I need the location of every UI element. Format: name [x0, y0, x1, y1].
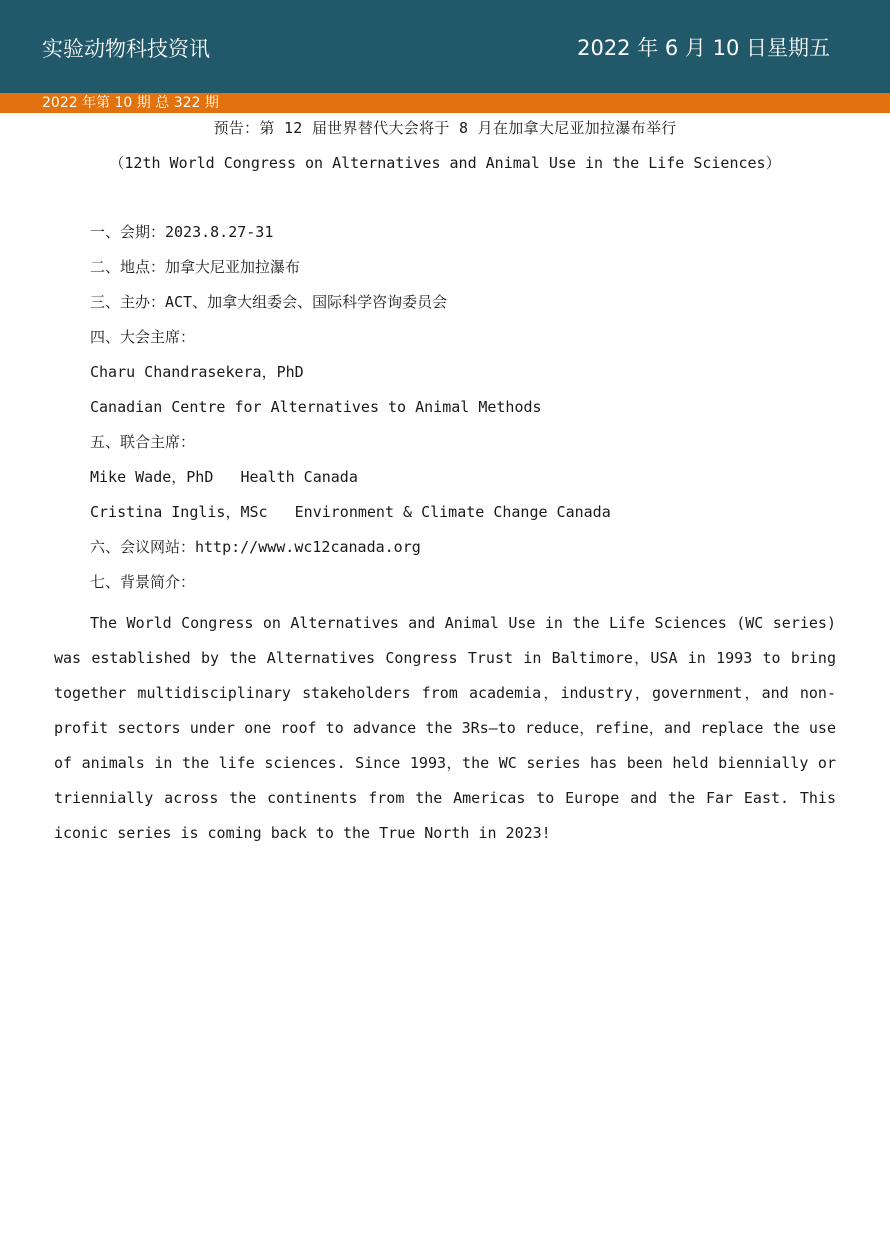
chair-affiliation: Canadian Centre for Alternatives to Animal Methods [90, 398, 542, 416]
meeting-dates: 一、会期：2023.8.27-31 [90, 223, 274, 241]
chair-heading: 四、大会主席： [90, 328, 196, 346]
meeting-organizers: 三、主办：ACT、加拿大组委会、国际科学咨询委员会 [90, 293, 448, 311]
issue-number: 2022 年第 10 期 总 322 期 [42, 95, 219, 111]
co-chair-heading: 五、联合主席： [90, 433, 196, 451]
chair-name: Charu Chandrasekera，PhD [90, 363, 304, 381]
background-paragraph: The World Congress on Alternatives and Animal Use in the Life Sciences (WC series) was established by the Alternatives Congress Trust in Baltimore，USA in 1993 to bring together multidisciplinary stakeholders from academia，industry，government，and non-profit sectors under one roof to advance the 3Rs—to reduce，refine，and replace the use of animals in the life sciences. Since 1993，the WC series has been held biennially or triennially across the continents from the Americas to Europe and the Far East. This iconic series is coming back to the True North in 2023! [54, 614, 836, 842]
co-chair-1: Mike Wade，PhD Health Canada [90, 468, 358, 486]
publication-date: 2022 年 6 月 10 日星期五 [577, 36, 830, 60]
meeting-location: 二、地点：加拿大尼亚加拉瀑布 [90, 258, 301, 276]
co-chair-2: Cristina Inglis，MSc Environment & Climate Change Canada [90, 503, 611, 521]
article-subtitle-english: （12th World Congress on Alternatives and Animal Use in the Life Sciences） [109, 154, 781, 172]
header-bar [0, 0, 890, 93]
meeting-website: 六、会议网站：http://www.wc12canada.org [90, 538, 421, 556]
article-title: 预告：第 12 届世界替代大会将于 8 月在加拿大尼亚加拉瀑布举行 [213, 119, 677, 137]
issue-bar [0, 93, 890, 113]
background-heading: 七、背景简介： [90, 573, 196, 591]
publication-title: 实验动物科技资讯 [42, 37, 210, 61]
